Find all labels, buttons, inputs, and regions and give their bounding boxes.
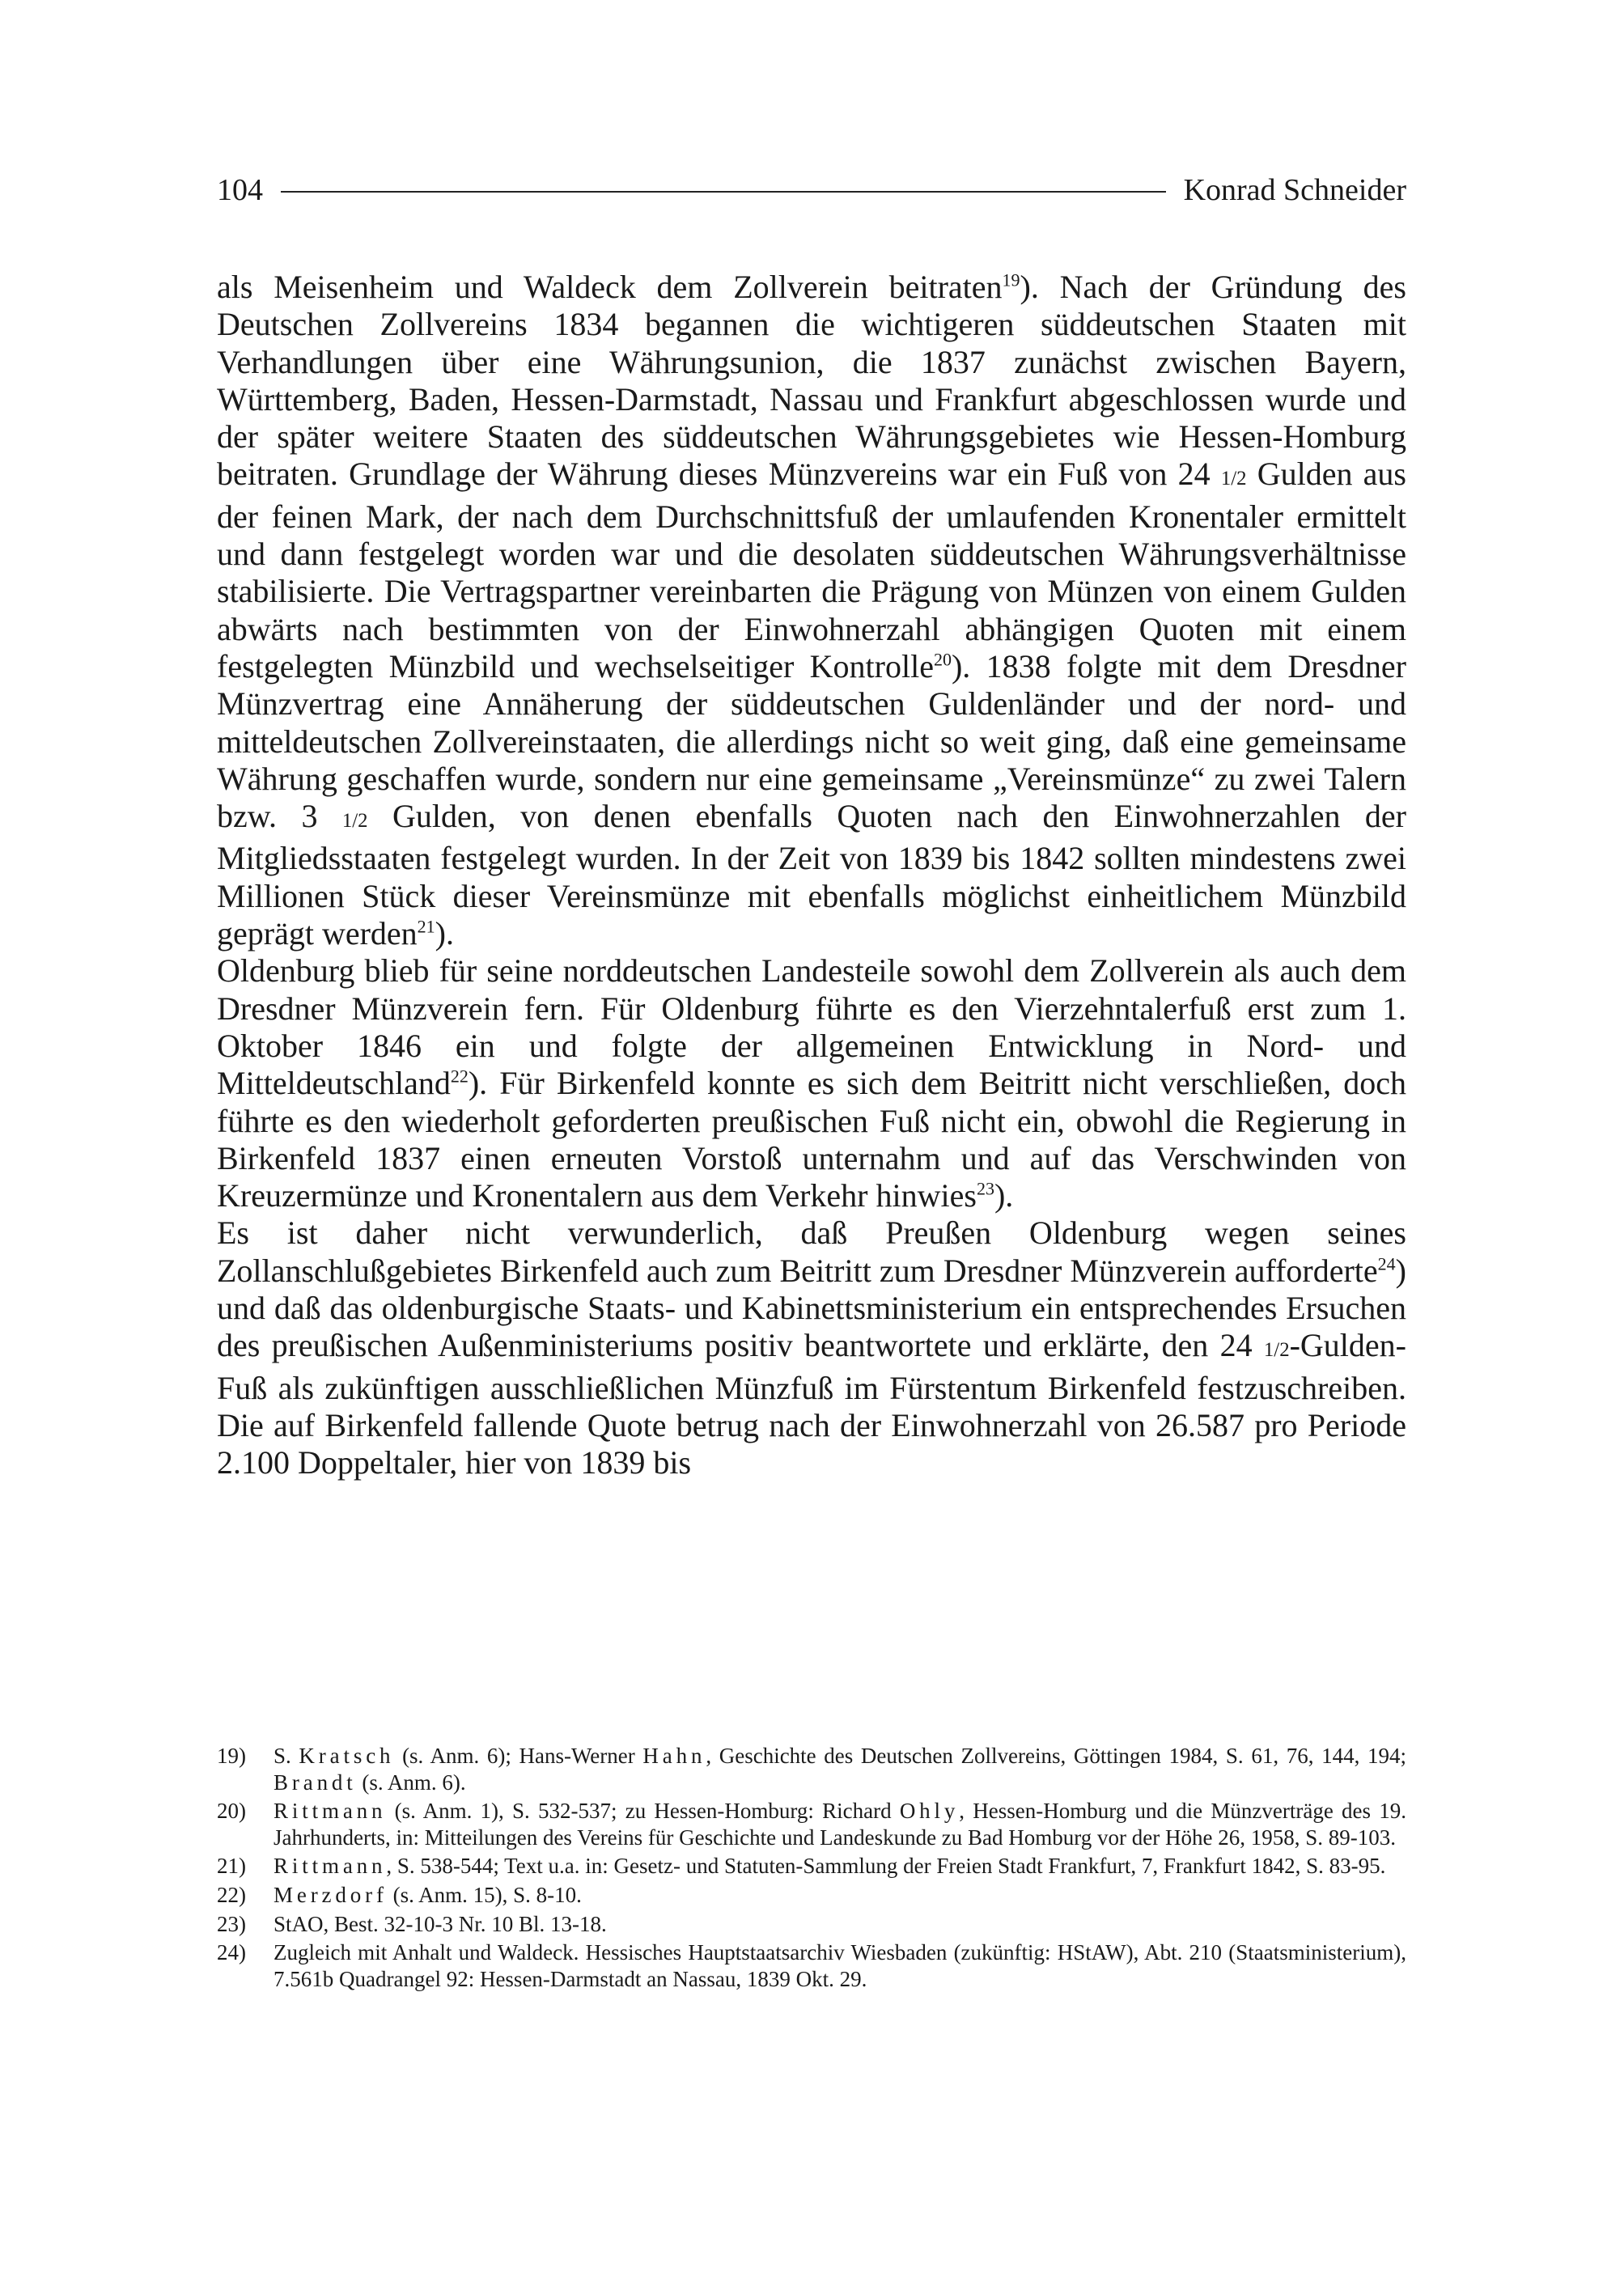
footnote-19 — [217, 1743, 1406, 1795]
text-run: ). — [435, 915, 454, 952]
fn-run: , S. 538-544; Text u.a. in: Gesetz- und Statuten-Sammlung der Freien Stadt Frankfurt, 7, Frankfurt 1842, S. 83-95. — [386, 1854, 1386, 1879]
fraction-half: 1/2 — [1263, 1339, 1290, 1362]
footnote-number: 21) — [217, 1854, 246, 1879]
footnote-text — [273, 1798, 1406, 1850]
fraction-half: 1/2 — [341, 810, 368, 833]
footnote-23 — [217, 1911, 1406, 1938]
paragraph-3 — [217, 1214, 1406, 1481]
footnote-ref-21[interactable]: 21 — [417, 916, 435, 937]
paragraph-2 — [217, 952, 1406, 1214]
author-name: Hahn — [642, 1744, 706, 1768]
author-name: Kratsch — [299, 1744, 395, 1768]
fn-run: (s. Anm. 6). — [356, 1770, 466, 1795]
footnote-20 — [217, 1798, 1406, 1850]
footnote-number: 23) — [217, 1911, 246, 1936]
fn-run: S. — [273, 1744, 299, 1768]
body-text — [217, 269, 1406, 1482]
fn-run: (s. Anm. 1), S. 532-537; zu Hessen-Homburg: Richard — [386, 1799, 900, 1824]
author-name: Merzdorf — [273, 1882, 388, 1907]
running-header — [217, 166, 1406, 214]
fn-run: , Hessen-Homburg und die Münzverträge des 19. Jahrhunderts, in: Mitteilungen des Vereins für Geschichte und Landeskunde zu Bad Homburg vor der Höhe 26, 1958, S. 89-103. — [273, 1799, 1406, 1850]
text-run: ). 1838 folgte mit dem Dresdner Münzvertrag eine Annäherung der süddeutschen Guldenländer und der nord- und mitteldeutschen Zollvereinstaaten, die allerdings nicht so weit ging, daß eine gemeinsame Währung geschaffen wurde, sondern nur eine gemeinsame „Vereinsmünze“ zu zwei Talern bzw. 3 — [217, 647, 1406, 835]
footnote-ref-22[interactable]: 22 — [450, 1066, 469, 1087]
footnote-number: 20) — [217, 1799, 246, 1824]
footnote-21 — [217, 1853, 1406, 1880]
paragraph-1 — [217, 269, 1406, 952]
footnote-number: 22) — [217, 1882, 246, 1907]
footnote-ref-24[interactable]: 24 — [1377, 1253, 1396, 1274]
footnote-text — [273, 1743, 1406, 1795]
footnote-ref-19[interactable]: 19 — [1002, 269, 1020, 290]
author-name: Ohly — [899, 1799, 960, 1824]
footnote-text: Zugleich mit Anhalt und Waldeck. Hessisches Hauptstaatsarchiv Wiesbaden (zukünftig: HStAW), Abt. 210 (Staatsministerium), 7.561b Quadrangel 92: Hessen-Darmstadt an Nassau, 1839 Okt. 29. — [273, 1940, 1406, 1991]
page-number: 104 — [217, 173, 263, 207]
footnote-24 — [217, 1939, 1406, 1992]
footnote-ref-20[interactable]: 20 — [933, 649, 952, 670]
fraction-half: 1/2 — [1220, 468, 1247, 490]
footnote-number: 19) — [217, 1744, 246, 1768]
footnote-text — [273, 1882, 1406, 1909]
author-name: Brandt — [273, 1770, 357, 1795]
footnotes — [217, 1743, 1406, 1994]
footnote-text — [273, 1853, 1406, 1880]
author-name: Rittmann — [273, 1854, 387, 1879]
text-run: ) und daß das oldenburgische Staats- und Kabinettsministerium ein entsprechendes Ersuchen des preußischen Außenministeriums positiv beantwortete und erklärte, den 24 — [217, 1252, 1406, 1364]
footnote-ref-23[interactable]: 23 — [976, 1178, 994, 1199]
footnote-number: 24) — [217, 1940, 246, 1965]
text-run: -Gulden-Fuß als zukünftigen ausschließlichen Münzfuß im Fürstentum Birkenfeld festzuschreiben. Die auf Birkenfeld fallende Quote betrug nach der Einwohnerzahl von 26.587 pro Periode 2.100 Doppeltaler, hier von 1839 bis — [217, 1327, 1406, 1481]
footnote-text: StAO, Best. 32-10-3 Nr. 10 Bl. 13-18. — [273, 1911, 607, 1936]
text-run: Gulden aus der feinen Mark, der nach dem Durchschnittsfuß der umlaufenden Kronentaler ermittelt und dann festgelegt worden war und die desolaten süddeutschen Währungsverhältnisse stabilisierte. Die Vertragspartner vereinbarten die Prägung von Münzen von einem Gulden abwärts nach bestimmten von der Einwohnerzahl abhängigen Quoten mit einem festgelegten Münzbild und wechselseitiger Kontrolle — [217, 456, 1406, 685]
fn-run: (s. Anm. 6); Hans-Werner — [394, 1744, 643, 1768]
text-run: ). — [994, 1177, 1014, 1214]
footnote-22 — [217, 1882, 1406, 1909]
text-run: Es ist daher nicht verwunderlich, daß Preußen Oldenburg wegen seines Zollanschlußgebietes Birkenfeld auch zum Beitritt zum Dresdner Münzverein aufforderte — [217, 1214, 1406, 1289]
text-run: ). Für Birkenfeld konnte es sich dem Beitritt nicht verschließen, doch führte es den wiederholt geforderten preußischen Fuß nicht ein, obwohl die Regierung in Birkenfeld 1837 einen erneuten Vorstoß unternahm und auf das Verschwinden von Kreuzermünze und Kronentalern aus dem Verkehr hinwies — [217, 1065, 1406, 1214]
running-title: Konrad Schneider — [1183, 173, 1406, 207]
author-name: Rittmann — [273, 1799, 387, 1824]
fn-run: , Geschichte des Deutschen Zollvereins, Göttingen 1984, S. 61, 76, 144, 194; — [706, 1744, 1406, 1768]
text-run: Gulden, von denen ebenfalls Quoten nach den Einwohnerzahlen der Mitgliedsstaaten festgelegt wurden. In der Zeit von 1839 bis 1842 sollten mindestens zwei Millionen Stück dieser Vereinsmünze mit ebenfalls möglichst einheitlichem Münzbild geprägt werden — [217, 798, 1406, 952]
header-rule — [281, 191, 1166, 193]
text-run: Oldenburg blieb für seine norddeutschen Landesteile sowohl dem Zollverein als auch dem Dresdner Münzverein fern. Für Oldenburg führte es den Vierzehntalerfuß erst zum 1. Oktober 1846 ein und folgte der allgemeinen Entwicklung in Nord- und Mitteldeutschland — [217, 952, 1406, 1102]
text-run: als Meisenheim und Waldeck dem Zollverein beitraten — [217, 269, 1003, 305]
text-run: ). Nach der Gründung des Deutschen Zollvereins 1834 begannen die wichtigeren süddeutschen Staaten mit Verhandlungen über eine Währungsunion, die 1837 zunächst zwischen Bayern, Württemberg, Baden, Hessen-Darmstadt, Nassau und Frankfurt abgeschlossen wurde und der später weitere Staaten des süddeutschen Währungsgebietes wie Hessen-Homburg beitraten. Grundlage der Währung dieses Münzvereins war ein Fuß von 24 — [217, 269, 1406, 493]
fn-run: (s. Anm. 15), S. 8-10. — [387, 1882, 582, 1907]
